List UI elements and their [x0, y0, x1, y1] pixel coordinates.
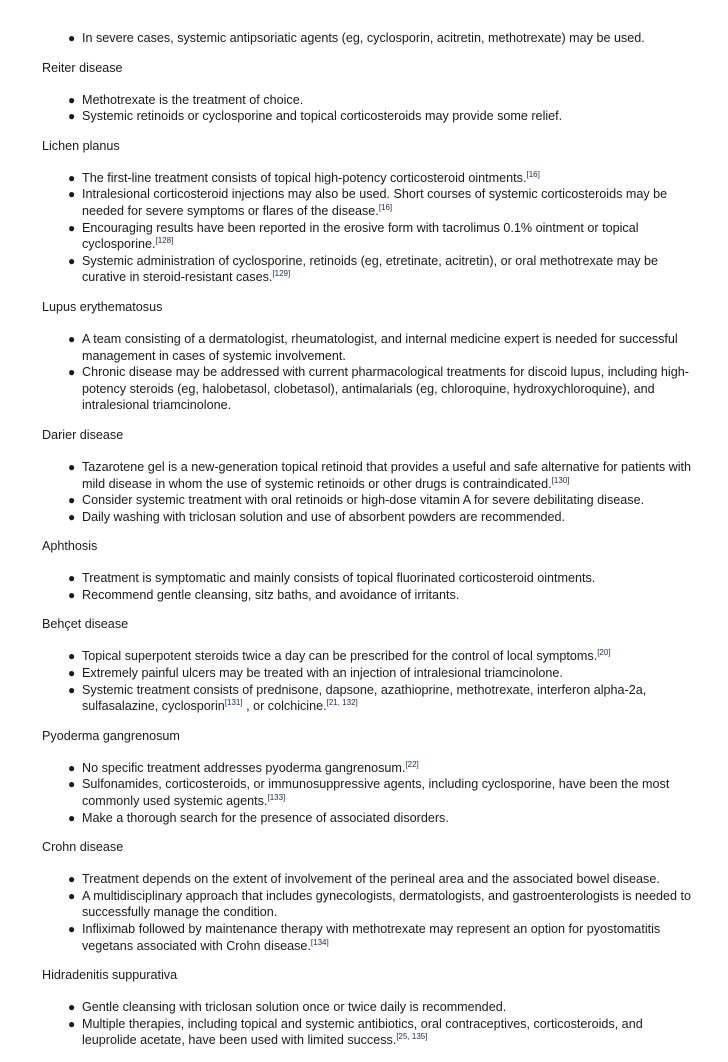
list-item: [68, 364, 692, 414]
item-text: Methotrexate is the treatment of choice.: [82, 92, 304, 107]
section-pyoderma-gangrenosum: [42, 728, 692, 826]
section-intro: [42, 30, 692, 47]
citation-ref[interactable]: [130]: [551, 475, 570, 485]
citation-ref[interactable]: [22]: [405, 759, 419, 769]
item-text: A multidisciplinary approach that includes gynecologists, dermatologists, and gastroenterologists is needed to successfully manage the condition.: [82, 888, 692, 920]
citation-ref[interactable]: [131]: [224, 698, 243, 708]
section-crohn-disease: [42, 839, 692, 954]
bullet-list: [42, 999, 692, 1049]
list-item: [68, 682, 692, 715]
list-item: [68, 888, 692, 921]
bullet-list: [42, 459, 692, 525]
list-item: [68, 331, 692, 364]
section-darier-disease: [42, 427, 692, 525]
section-heading: Reiter disease: [42, 60, 123, 75]
bullet-icon: ●: [68, 587, 76, 602]
item-text: The first-line treatment consists of topical high-potency corticosteroid ointments.: [82, 170, 527, 185]
bullet-icon: ●: [68, 187, 76, 202]
bullet-icon: ●: [68, 331, 76, 346]
list-item: [68, 459, 692, 492]
bullet-icon: ●: [68, 365, 76, 380]
list-item: [68, 30, 692, 47]
list-item: [68, 587, 692, 604]
item-text: Systemic treatment consists of prednisone, dapsone, azathioprine, methotrexate, interferon alpha-2a, sulfasalazine, cyclosporin: [82, 682, 647, 714]
list-item: [68, 509, 692, 526]
list-item: [68, 108, 692, 125]
list-item: [68, 810, 692, 827]
item-text: Tazarotene gel is a new-generation topical retinoid that provides a useful and safe alternative for patients with mild disease in whom the use of systemic retinoids or other drugs is contraindicated.: [82, 459, 692, 491]
bullet-icon: ●: [68, 571, 76, 586]
section-aphthosis: [42, 538, 692, 603]
section-heading: Crohn disease: [42, 840, 124, 855]
list-item: [68, 253, 692, 286]
bullet-icon: ●: [68, 109, 76, 124]
item-text: Encouraging results have been reported in the erosive form with tacrolimus 0.1% ointment or topical cyclosporine.: [82, 220, 639, 252]
bullet-icon: ●: [68, 509, 76, 524]
bullet-list: [42, 871, 692, 954]
bullet-icon: ●: [68, 253, 76, 268]
bullet-icon: ●: [68, 922, 76, 936]
section-heading: Aphthosis: [42, 539, 98, 554]
item-text: Systemic administration of cyclosporine, retinoids (eg, etretinate, acitretin), or oral methotrexate may be curative in steroid-resistant cases.: [82, 253, 659, 285]
list-item: [68, 921, 692, 954]
bullet-icon: ●: [68, 493, 76, 508]
bullet-icon: ●: [68, 777, 76, 792]
item-text: Infliximab followed by maintenance therapy with methotrexate may represent an option for pyostomatitis vegetans associated with Crohn disease.: [82, 922, 661, 953]
bullet-icon: ●: [68, 872, 76, 887]
bullet-list: [42, 331, 692, 414]
item-text: , or colchicine.: [242, 699, 327, 714]
list-item: [68, 570, 692, 587]
section-heading: Lichen planus: [42, 138, 120, 153]
bullet-icon: ●: [68, 220, 76, 235]
section-heading: Behçet disease: [42, 617, 129, 632]
citation-ref[interactable]: [21, 132]: [326, 698, 358, 708]
bullet-icon: ●: [68, 31, 76, 45]
list-item: [68, 648, 692, 665]
list-item: [68, 492, 692, 509]
list-item: [68, 871, 692, 888]
section-beh-et-disease: [42, 616, 692, 714]
citation-ref[interactable]: [16]: [526, 169, 540, 179]
section-heading: Pyoderma gangrenosum: [42, 728, 180, 743]
citation-ref[interactable]: [128]: [155, 235, 174, 245]
bullet-icon: ●: [68, 170, 76, 185]
bullet-list: [42, 30, 692, 47]
item-text: In severe cases, systemic antipsoriatic agents (eg, cyclosporin, acitretin, methotrexate) may be used.: [82, 31, 645, 45]
list-item: [68, 186, 692, 219]
item-text: Topical superpotent steroids twice a day can be prescribed for the control of local symptoms.: [82, 649, 598, 664]
item-text: Daily washing with triclosan solution and use of absorbent powders are recommended.: [82, 509, 566, 524]
item-text: Multiple therapies, including topical and systemic antibiotics, oral contraceptives, corticosteroids, and leuprolide acetate, have been used with limited success.: [82, 1016, 643, 1048]
bullet-list: [42, 170, 692, 286]
list-item: [68, 665, 692, 682]
bullet-list: [42, 760, 692, 826]
bullet-list: [42, 570, 692, 603]
item-text: No specific treatment addresses pyoderma gangrenosum.: [82, 760, 406, 775]
list-item: [68, 220, 692, 253]
list-item: [68, 169, 692, 187]
item-text: Make a thorough search for the presence of associated disorders.: [82, 810, 449, 825]
list-item: [68, 999, 692, 1016]
item-text: Intralesional corticosteroid injections may also be used. Short courses of systemic corticosteroids may be needed for severe symptoms or flares of the disease.: [82, 187, 668, 218]
item-text: Extremely painful ulcers may be treated with an injection of intralesional triamcinolone.: [82, 666, 563, 681]
section-reiter-disease: [42, 60, 692, 125]
list-item: [68, 759, 692, 777]
item-text: Treatment depends on the extent of involvement of the perineal area and the associated bowel disease.: [82, 872, 660, 887]
item-text: Recommend gentle cleansing, sitz baths, and avoidance of irritants.: [82, 587, 460, 602]
bullet-icon: ●: [68, 760, 76, 775]
section-heading: Hidradenitis suppurativa: [42, 968, 178, 983]
section-lichen-planus: [42, 138, 692, 286]
citation-ref[interactable]: [129]: [272, 269, 291, 279]
item-text: Systemic retinoids or cyclosporine and topical corticosteroids may provide some relief.: [82, 109, 563, 124]
item-text: Sulfonamides, corticosteroids, or immunosuppressive agents, including cyclosporine, have been the most commonly used systemic agents.: [82, 777, 670, 809]
item-text: Consider systemic treatment with oral retinoids or high-dose vitamin A for severe debilitating disease.: [82, 493, 645, 508]
item-text: A team consisting of a dermatologist, rheumatologist, and internal medicine expert is needed for successful management in cases of systemic involvement.: [82, 331, 678, 363]
bullet-icon: ●: [68, 92, 76, 107]
item-text: Treatment is symptomatic and mainly consists of topical fluorinated corticosteroid ointments.: [82, 571, 596, 586]
section-lupus-erythematosus: [42, 299, 692, 414]
bullet-icon: ●: [68, 810, 76, 825]
citation-ref[interactable]: [16]: [378, 202, 393, 212]
bullet-list: [42, 92, 692, 125]
citation-ref[interactable]: [134]: [310, 937, 329, 947]
list-item: [68, 776, 692, 809]
bullet-list: [42, 648, 692, 714]
section-heading: Darier disease: [42, 427, 124, 442]
bullet-icon: ●: [68, 649, 76, 664]
bullet-icon: ●: [68, 459, 76, 474]
section-heading: Lupus erythematosus: [42, 299, 163, 314]
citation-ref[interactable]: [20]: [597, 648, 611, 658]
item-text: Gentle cleansing with triclosan solution once or twice daily is recommended.: [82, 1000, 507, 1015]
list-item: [68, 1016, 692, 1049]
item-text: Chronic disease may be addressed with current pharmacological treatments for discoid lupus, including high-potency steroids (eg, halobetasol, clobetasol), antimalarials (eg, chloroquine, hydroxychloroquine), and intralesional triamcinolone.: [82, 365, 689, 413]
bullet-icon: ●: [68, 1016, 76, 1031]
section-hidradenitis-suppurativa: [42, 967, 692, 1049]
document-body: [42, 30, 692, 1062]
bullet-icon: ●: [68, 666, 76, 681]
list-item: [68, 92, 692, 109]
bullet-icon: ●: [68, 682, 76, 697]
citation-ref[interactable]: [133]: [267, 792, 286, 802]
bullet-icon: ●: [68, 1000, 76, 1015]
bullet-icon: ●: [68, 888, 76, 903]
citation-ref[interactable]: [25, 135]: [396, 1032, 428, 1042]
